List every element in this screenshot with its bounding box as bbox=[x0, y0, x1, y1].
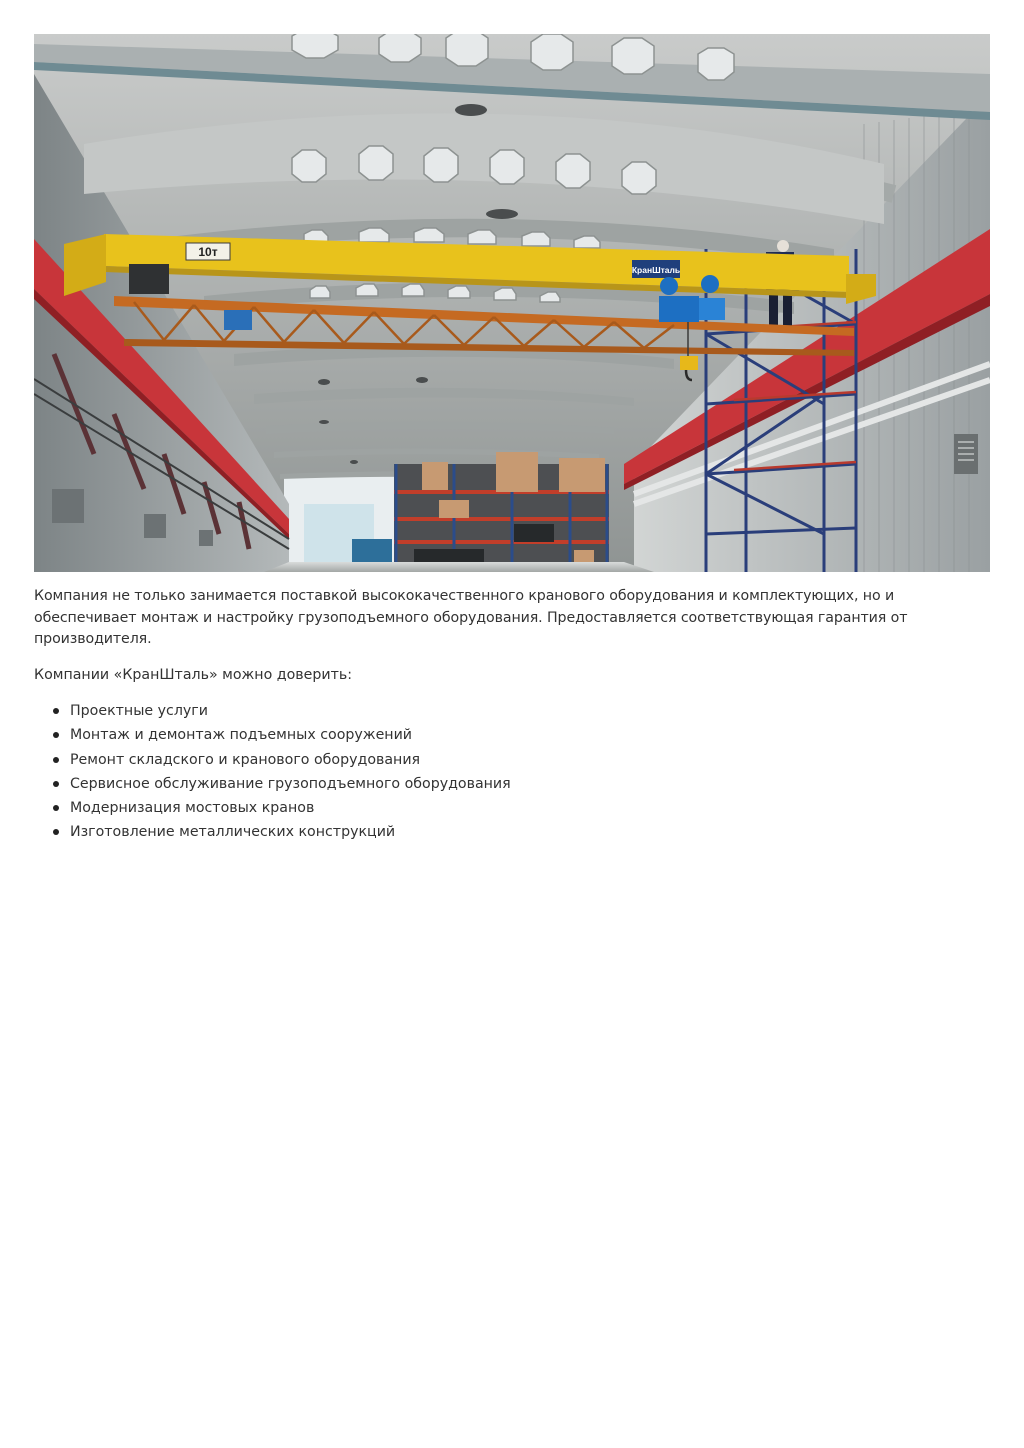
list-item bbox=[34, 748, 990, 772]
list-item bbox=[34, 699, 990, 723]
crane-brand-label: КранШталь bbox=[631, 265, 681, 275]
floor bbox=[264, 562, 654, 572]
bullet-icon bbox=[53, 781, 59, 787]
list-item-text: Проектные услуги bbox=[70, 703, 208, 719]
list-item bbox=[34, 820, 990, 844]
bullet-icon bbox=[53, 805, 59, 811]
intro-paragraph: Компания не только занимается поставкой высококачественного кранового оборудования и комплектующих, но и обеспечивает монтаж и настройку грузоподъемного оборудования. Предоставляется соответствующая гарантия от производителя. bbox=[34, 588, 908, 647]
list-item bbox=[34, 772, 990, 796]
bullet-icon bbox=[53, 708, 59, 714]
list-item bbox=[34, 723, 990, 747]
storage-racks bbox=[394, 452, 609, 572]
list-item-text: Изготовление металлических конструкций bbox=[70, 824, 396, 841]
hero-image bbox=[34, 34, 990, 572]
list-item-text: Ремонт складского и кранового оборудования bbox=[70, 751, 421, 768]
list-item-text: Модернизация мостовых кранов bbox=[70, 800, 315, 817]
list-item-text: Сервисное обслуживание грузоподъемного оборудования bbox=[70, 775, 511, 792]
bullet-icon bbox=[53, 732, 59, 738]
services-list bbox=[34, 699, 990, 845]
list-item bbox=[34, 796, 990, 820]
crane-capacity-label: 10т bbox=[198, 245, 218, 259]
services-lead: Компании «КранШталь» можно доверить: bbox=[34, 666, 352, 683]
bullet-icon bbox=[53, 829, 59, 835]
list-item-text: Монтаж и демонтаж подъемных сооружений bbox=[70, 727, 413, 744]
bullet-icon bbox=[53, 757, 59, 763]
article bbox=[34, 34, 990, 845]
